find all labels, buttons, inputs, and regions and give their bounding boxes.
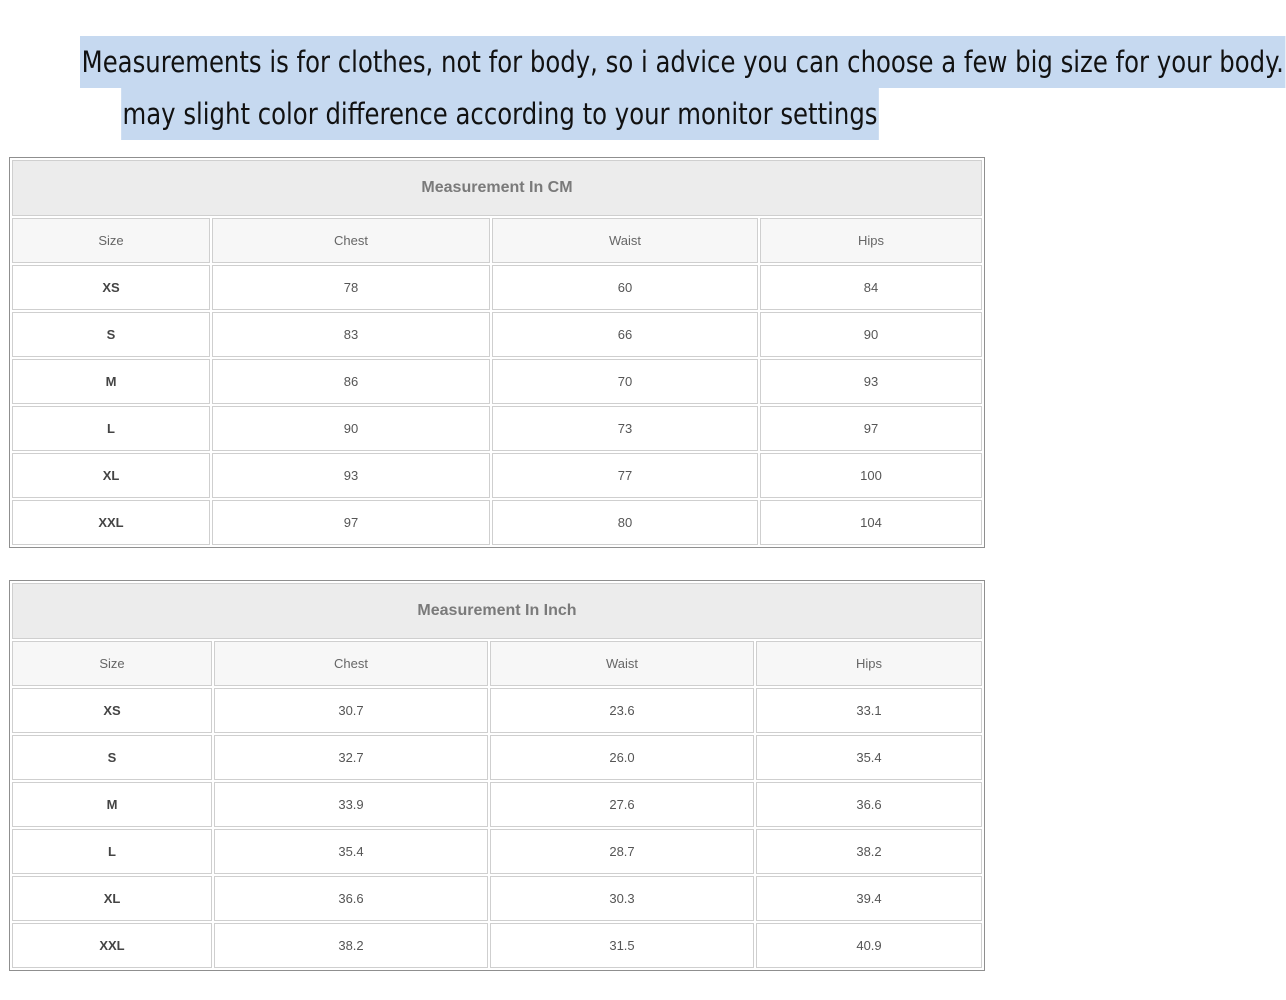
hips-cell: 90 bbox=[760, 312, 982, 357]
waist-cell: 77 bbox=[492, 453, 758, 498]
measurement-table-cm bbox=[9, 157, 985, 548]
table-row bbox=[12, 500, 982, 545]
size-cell: XL bbox=[12, 876, 212, 921]
waist-cell: 31.5 bbox=[490, 923, 754, 968]
chest-cell: 30.7 bbox=[214, 688, 488, 733]
hips-cell: 38.2 bbox=[756, 829, 982, 874]
size-cell: S bbox=[12, 312, 210, 357]
header-row bbox=[12, 218, 982, 263]
chest-cell: 83 bbox=[212, 312, 490, 357]
size-cell: M bbox=[12, 359, 210, 404]
header-hips: Hips bbox=[760, 218, 982, 263]
table-row bbox=[12, 876, 982, 921]
header-waist: Waist bbox=[490, 641, 754, 686]
chest-cell: 36.6 bbox=[214, 876, 488, 921]
table-title: Measurement In Inch bbox=[12, 583, 982, 639]
chest-cell: 93 bbox=[212, 453, 490, 498]
chest-cell: 38.2 bbox=[214, 923, 488, 968]
table-row bbox=[12, 453, 982, 498]
hips-cell: 93 bbox=[760, 359, 982, 404]
waist-cell: 28.7 bbox=[490, 829, 754, 874]
notice-line-2: may slight color difference according to your monitor settings bbox=[121, 88, 879, 140]
chest-cell: 32.7 bbox=[214, 735, 488, 780]
table-row bbox=[12, 406, 982, 451]
size-cell: XS bbox=[12, 265, 210, 310]
chest-cell: 97 bbox=[212, 500, 490, 545]
hips-cell: 39.4 bbox=[756, 876, 982, 921]
table-row bbox=[12, 782, 982, 827]
table-row bbox=[12, 923, 982, 968]
chest-cell: 33.9 bbox=[214, 782, 488, 827]
table-row bbox=[12, 688, 982, 733]
size-cell: L bbox=[12, 829, 212, 874]
header-size: Size bbox=[12, 218, 210, 263]
chest-cell: 86 bbox=[212, 359, 490, 404]
chest-cell: 35.4 bbox=[214, 829, 488, 874]
hips-cell: 36.6 bbox=[756, 782, 982, 827]
header-waist: Waist bbox=[492, 218, 758, 263]
table-row bbox=[12, 359, 982, 404]
chest-cell: 78 bbox=[212, 265, 490, 310]
hips-cell: 35.4 bbox=[756, 735, 982, 780]
table-row bbox=[12, 829, 982, 874]
waist-cell: 80 bbox=[492, 500, 758, 545]
hips-cell: 33.1 bbox=[756, 688, 982, 733]
size-cell: M bbox=[12, 782, 212, 827]
chest-cell: 90 bbox=[212, 406, 490, 451]
table-row bbox=[12, 312, 982, 357]
table-title: Measurement In CM bbox=[12, 160, 982, 216]
size-cell: S bbox=[12, 735, 212, 780]
waist-cell: 26.0 bbox=[490, 735, 754, 780]
hips-cell: 84 bbox=[760, 265, 982, 310]
waist-cell: 73 bbox=[492, 406, 758, 451]
sizing-notice bbox=[80, 36, 1284, 140]
header-row bbox=[12, 641, 982, 686]
table-row bbox=[12, 735, 982, 780]
measurement-table-inch bbox=[9, 580, 985, 971]
hips-cell: 40.9 bbox=[756, 923, 982, 968]
waist-cell: 60 bbox=[492, 265, 758, 310]
size-cell: XL bbox=[12, 453, 210, 498]
hips-cell: 97 bbox=[760, 406, 982, 451]
waist-cell: 66 bbox=[492, 312, 758, 357]
header-hips: Hips bbox=[756, 641, 982, 686]
notice-line-1: Measurements is for clothes, not for body, so i advice you can choose a few big size for your body. bbox=[80, 36, 1286, 88]
size-cell: XS bbox=[12, 688, 212, 733]
table-row bbox=[12, 265, 982, 310]
header-chest: Chest bbox=[214, 641, 488, 686]
size-cell: XXL bbox=[12, 500, 210, 545]
hips-cell: 100 bbox=[760, 453, 982, 498]
size-cell: XXL bbox=[12, 923, 212, 968]
waist-cell: 23.6 bbox=[490, 688, 754, 733]
waist-cell: 30.3 bbox=[490, 876, 754, 921]
waist-cell: 27.6 bbox=[490, 782, 754, 827]
waist-cell: 70 bbox=[492, 359, 758, 404]
header-chest: Chest bbox=[212, 218, 490, 263]
size-cell: L bbox=[12, 406, 210, 451]
header-size: Size bbox=[12, 641, 212, 686]
hips-cell: 104 bbox=[760, 500, 982, 545]
